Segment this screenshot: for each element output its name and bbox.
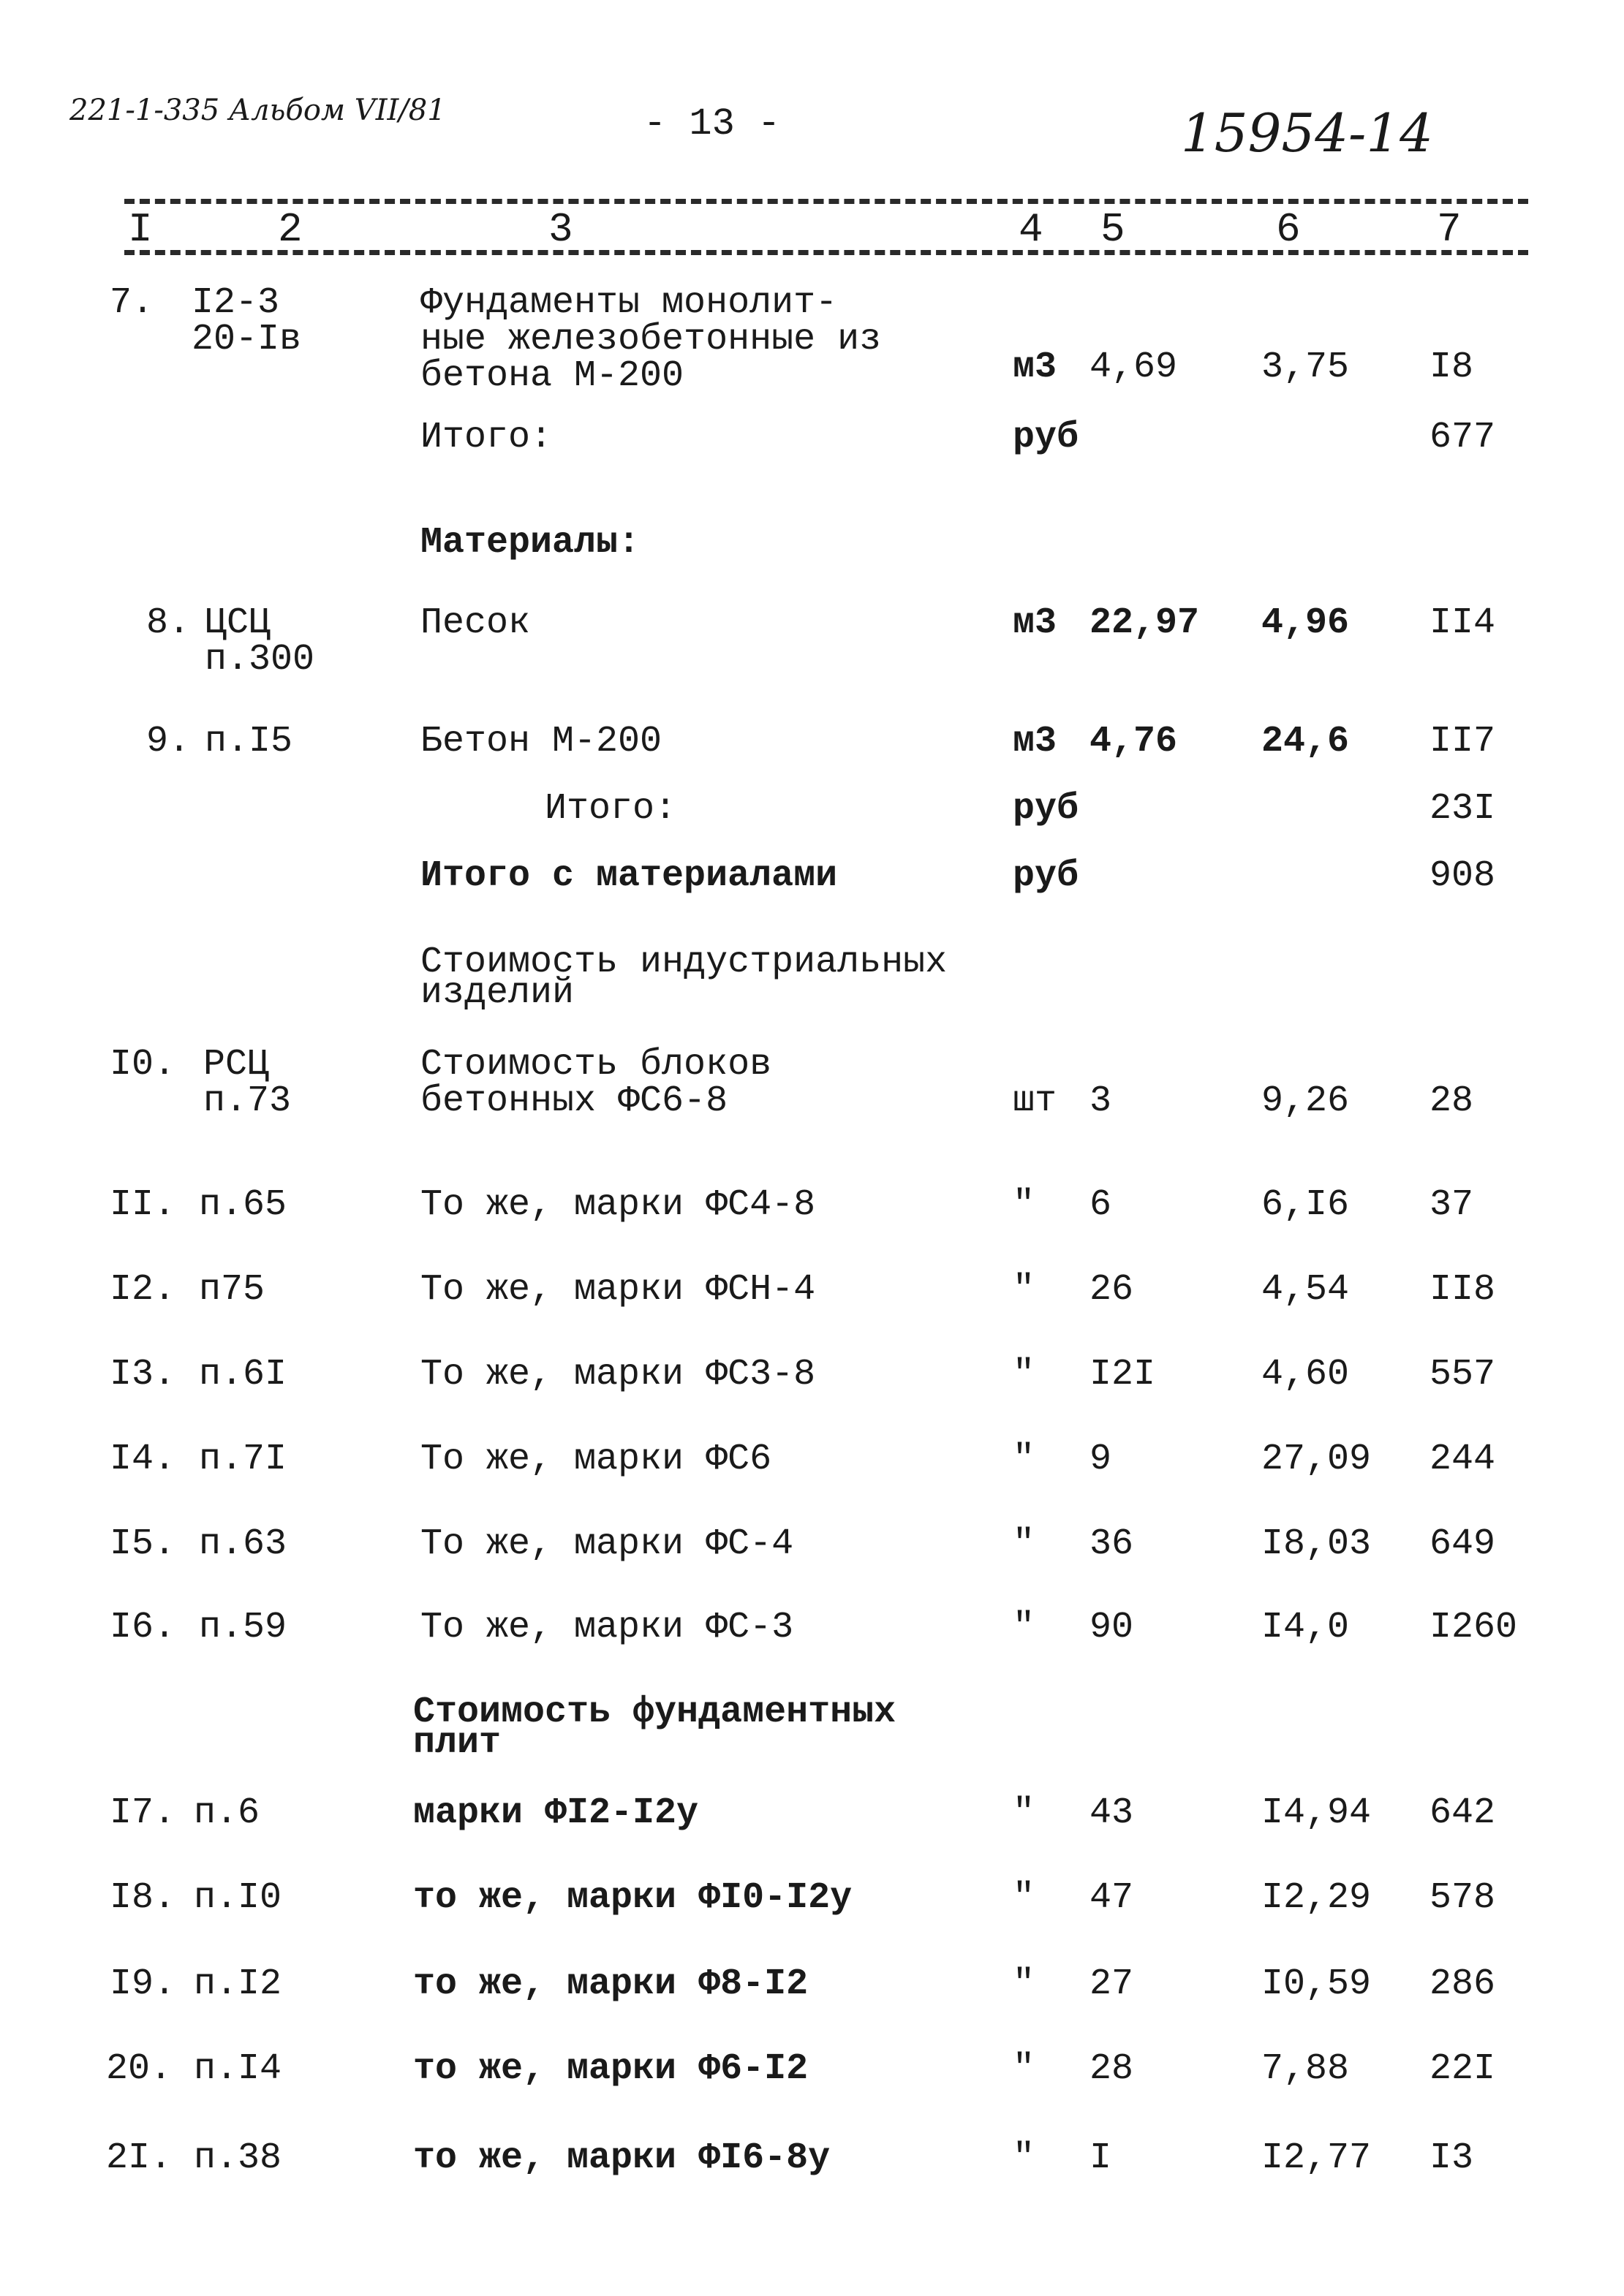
row-number: 2I.	[106, 2137, 173, 2179]
row-description: Материалы:	[420, 522, 641, 564]
row-number: I2.	[110, 1269, 176, 1311]
row-total: I260	[1430, 1607, 1518, 1648]
row-quantity: 3	[1089, 1080, 1112, 1122]
row-price: I8,03	[1261, 1523, 1372, 1565]
table-row	[0, 1354, 1624, 1430]
table-row	[0, 1441, 1624, 1515]
column-header-4: 4	[1019, 206, 1043, 253]
header-top-divider	[124, 199, 1528, 204]
row-price: 3,75	[1261, 346, 1350, 388]
row-description: Песок	[420, 602, 531, 644]
row-number: 7.	[110, 282, 154, 324]
row-total: II8	[1430, 1269, 1496, 1311]
row-total: II4	[1430, 602, 1496, 644]
row-total: 244	[1430, 1439, 1496, 1480]
row-price: I2,77	[1261, 2137, 1372, 2179]
row-code: п75	[199, 1269, 265, 1311]
row-quantity: 90	[1089, 1607, 1134, 1648]
table-row	[0, 2137, 1624, 2213]
row-description: марки ФI2-I2у	[413, 1792, 699, 1834]
table-row	[0, 1792, 1624, 1868]
table-row	[0, 282, 1624, 397]
table-row	[0, 2048, 1624, 2124]
row-number: I0.	[110, 1044, 176, 1086]
row-description: То же, марки ФСН-4	[420, 1269, 816, 1311]
row-quantity: 9	[1089, 1439, 1112, 1480]
row-code: п.I0	[194, 1877, 282, 1919]
row-total: II7	[1430, 721, 1496, 762]
table-row	[0, 1269, 1624, 1345]
row-unit: "	[1013, 1184, 1035, 1226]
row-total: 286	[1430, 1963, 1496, 2005]
row-code: п.63	[199, 1523, 287, 1565]
row-total: 578	[1430, 1877, 1496, 1919]
row-description: Стоимость индустриальных изделий	[420, 941, 948, 1014]
table-row	[0, 1044, 1624, 1122]
row-total: 908	[1430, 855, 1496, 897]
table-row	[0, 788, 1624, 864]
row-code: п.7I	[199, 1439, 287, 1480]
row-unit: "	[1013, 1963, 1035, 2005]
row-description: То же, марки ФС-3	[420, 1607, 794, 1648]
row-quantity: 43	[1089, 1792, 1134, 1834]
row-number: 20.	[106, 2048, 173, 2090]
row-code: п.6	[194, 1792, 260, 1834]
row-number: 8.	[146, 602, 191, 644]
row-unit: "	[1013, 2048, 1035, 2090]
table-row	[0, 1877, 1624, 1953]
row-unit: "	[1013, 1607, 1035, 1648]
table-row	[0, 417, 1624, 493]
row-code: ЦСЦ п.300	[205, 602, 315, 681]
row-number: 9.	[146, 721, 191, 762]
row-total: 557	[1430, 1354, 1496, 1395]
row-code: п.59	[199, 1607, 287, 1648]
column-header-2: 2	[278, 206, 303, 253]
row-description: Итого с материалами	[420, 855, 838, 897]
row-unit: "	[1013, 1354, 1035, 1395]
row-description: Итого:	[545, 788, 677, 830]
table-row	[0, 1607, 1624, 1683]
row-quantity: 36	[1089, 1523, 1134, 1565]
column-header-3: 3	[548, 206, 573, 253]
column-header-1: I	[128, 206, 153, 253]
row-price: I2,29	[1261, 1877, 1372, 1919]
row-quantity: 22,97	[1089, 602, 1200, 644]
table-row	[0, 1963, 1624, 2039]
row-description: Итого:	[420, 417, 553, 458]
row-description: то же, марки Ф6-I2	[413, 2048, 809, 2090]
row-quantity: 47	[1089, 1877, 1134, 1919]
row-price: 4,96	[1261, 602, 1350, 644]
row-number: I6.	[110, 1607, 176, 1648]
row-description: Бетон М-200	[420, 721, 662, 762]
row-unit: "	[1013, 1792, 1035, 1834]
row-description: То же, марки ФС6	[420, 1439, 772, 1480]
row-number: I7.	[110, 1792, 176, 1834]
row-price: 4,60	[1261, 1354, 1350, 1395]
row-unit: м3	[1013, 721, 1057, 762]
row-code: п.38	[194, 2137, 282, 2179]
row-price: I4,94	[1261, 1792, 1372, 1834]
row-unit: "	[1013, 2137, 1035, 2179]
column-header-7: 7	[1437, 206, 1462, 253]
row-total: 23I	[1430, 788, 1496, 830]
row-code: п.I4	[194, 2048, 282, 2090]
row-total: 22I	[1430, 2048, 1496, 2090]
row-code: РСЦ п.73	[203, 1044, 292, 1122]
row-description: то же, марки ФI0-I2у	[413, 1877, 853, 1919]
row-code: I2-3 20-Iв	[192, 282, 302, 360]
row-description: То же, марки ФС-4	[420, 1523, 794, 1565]
row-quantity: 28	[1089, 2048, 1134, 2090]
row-number: II.	[110, 1184, 176, 1226]
row-number: I4.	[110, 1439, 176, 1480]
header-bottom-divider	[124, 250, 1528, 255]
table-row	[0, 1523, 1624, 1599]
row-unit: м3	[1013, 346, 1057, 388]
row-total: 28	[1430, 1080, 1474, 1122]
section-heading	[0, 941, 1624, 1020]
row-description: то же, марки ФI6-8у	[413, 2137, 831, 2179]
row-unit: руб	[1013, 417, 1079, 458]
row-price: I0,59	[1261, 1963, 1372, 2005]
row-total: 649	[1430, 1523, 1496, 1565]
row-unit: "	[1013, 1269, 1035, 1311]
row-price: 7,88	[1261, 2048, 1350, 2090]
row-total: 37	[1430, 1184, 1474, 1226]
page-number: - 13 -	[643, 102, 781, 145]
row-code: п.I2	[194, 1963, 282, 2005]
column-header-5: 5	[1100, 206, 1125, 253]
row-description: То же, марки ФС4-8	[420, 1184, 816, 1226]
row-quantity: 4,76	[1089, 721, 1178, 762]
section-heading	[0, 1691, 1624, 1770]
row-quantity: I	[1089, 2137, 1112, 2179]
row-number: I8.	[110, 1877, 176, 1919]
row-quantity: 27	[1089, 1963, 1134, 2005]
row-code: п.65	[199, 1184, 287, 1226]
row-unit: м3	[1013, 602, 1057, 644]
row-number: I5.	[110, 1523, 176, 1565]
row-unit: "	[1013, 1523, 1035, 1565]
row-number: I3.	[110, 1354, 176, 1395]
row-description: Стоимость блоков бетонных ФС6-8	[420, 1044, 772, 1122]
row-description: Стоимость фундаментных плит	[413, 1691, 896, 1764]
row-price: I4,0	[1261, 1607, 1350, 1648]
row-unit: руб	[1013, 855, 1079, 897]
row-description: Фундаменты монолит- ные железобетонные из бетона М-200	[420, 282, 882, 397]
row-total: I3	[1430, 2137, 1474, 2179]
row-price: 4,54	[1261, 1269, 1350, 1311]
row-price: 24,6	[1261, 721, 1350, 762]
row-quantity: 6	[1089, 1184, 1112, 1226]
row-code: п.I5	[205, 721, 293, 762]
row-total: I8	[1430, 346, 1474, 388]
row-quantity: 26	[1089, 1269, 1134, 1311]
row-quantity: 4,69	[1089, 346, 1178, 388]
column-header-6: 6	[1276, 206, 1301, 253]
handwritten-reference-note: 221-1-335 Альбом VII/81	[69, 94, 446, 127]
document-number: 15954-14	[1181, 102, 1433, 164]
section-heading	[0, 522, 1624, 598]
table-row	[0, 602, 1624, 681]
table-row	[0, 1184, 1624, 1260]
row-quantity: I2I	[1089, 1354, 1156, 1395]
row-total: 642	[1430, 1792, 1496, 1834]
row-unit: шт	[1013, 1080, 1057, 1122]
row-code: п.6I	[199, 1354, 287, 1395]
row-unit: руб	[1013, 788, 1079, 830]
row-unit: "	[1013, 1877, 1035, 1919]
row-description: То же, марки ФС3-8	[420, 1354, 816, 1395]
row-number: I9.	[110, 1963, 176, 2005]
row-price: 6,I6	[1261, 1184, 1350, 1226]
row-price: 27,09	[1261, 1439, 1372, 1480]
table-row	[0, 855, 1624, 931]
table-row	[0, 721, 1624, 797]
row-unit: "	[1013, 1439, 1035, 1480]
row-price: 9,26	[1261, 1080, 1350, 1122]
row-description: то же, марки Ф8-I2	[413, 1963, 809, 2005]
row-total: 677	[1430, 417, 1496, 458]
